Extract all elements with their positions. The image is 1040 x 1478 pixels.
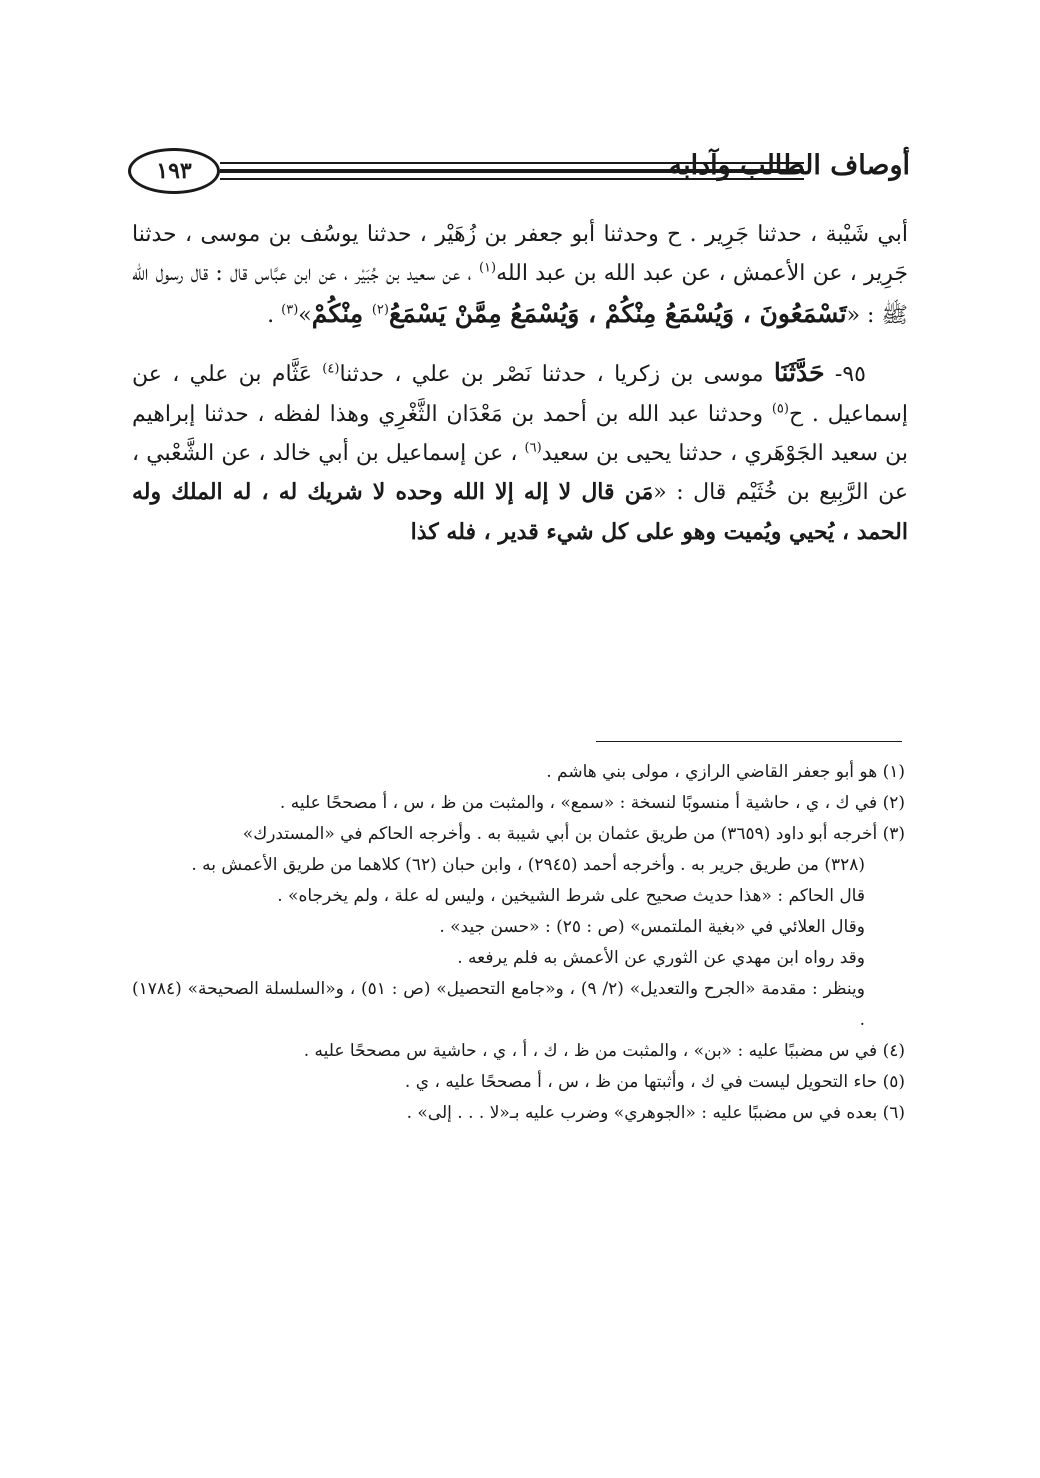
footnote-ref: (١) [478,261,497,277]
footnote-ref: (٤) [322,361,340,377]
footnote-ref: (٢) [371,302,389,318]
text-run: . [267,302,282,328]
text-run: عَثَّام بن علي ، عن إسماعيل . ح [132,362,909,427]
footnotes [132,757,905,1129]
text-run: ، عن سعيد بن جُبَيْر ، عن ابن عبَّاس قال : قال رسول الله ﷺ : « [132,261,908,328]
hadith-quote: مَن قال لا إله إلا الله وحده لا شريك له ، له الملك وله الحمد ، يُحيي ويُميت وهو على كل شيء قدير ، فله كذا [132,479,908,545]
footnote-3-hakim: قال الحاكم : «هذا حديث صحيح على شرط الشيخين ، وليس له علة ، ولم يخرجاه» . [277,886,865,906]
text-run: ، عن إسماعيل بن أبي خالد ، عن الشَّعْبي ، عن الرَّبِيع بن خُثَيْم قال : « [132,441,908,506]
footnote-ref: (٣) [281,302,299,318]
running-title: أوصاف الطالب وآدابه [668,150,910,181]
page-header [128,148,910,200]
footnote-3-continued: (٣٢٨) من طريق جرير به . وأخرجه أحمد (٢٩٤٥) ، وابن حبان (٦٢) كلاهما من طريق الأعمش به . [191,855,865,875]
main-text [132,215,908,552]
footnote-3-refs: وينظر : مقدمة «الجرح والتعديل» (٢/ ٩) ، و«جامع التحصيل» (ص : ٥١) ، و«السلسلة الصحيحة» (١٧٨٤) . [132,979,865,1030]
footnote-ref: (٦) [524,440,542,456]
hadith-number: ٩٥- [824,362,866,388]
text-run: » [298,302,312,328]
hadith-quote: مِنْكُمْ [311,298,372,328]
footnote-6: (٦) بعده في س مضببًا عليه : «الجوهري» وضرب عليه بـ«لا . . . إلى» . [406,1103,905,1123]
hadith-quote: تَسْمَعُونَ ، وَيُسْمَعُ مِنْكُمْ ، وَيُسْمَعُ مِمَّنْ يَسْمَعُ [388,298,847,328]
footnote-5: (٥) حاء التحويل ليست في ك ، وأثبتها من ظ ، س ، أ مصححًا عليه ، ي . [404,1072,905,1092]
footnote-2: (٢) في ك ، ي ، حاشية أ منسوبًا لنسخة : «سمع» ، والمثبت من ظ ، س ، أ مصححًا عليه . [279,793,905,813]
haddathana-word: حَدَّثَنَا [773,358,825,388]
paragraph-hadith-95 [132,353,908,552]
footnote-3: (٣) أخرجه أبو داود (٣٦٥٩) من طريق عثمان بن أبي شيبة به . وأخرجه الحاكم في «المستدرك» [242,824,905,844]
footnote-separator [596,741,902,742]
footnote-3-alai: وقال العلائي في «بغية الملتمس» (ص : ٢٥) : «حسن جيد» . [439,917,865,937]
footnote-4: (٤) في س مضببًا عليه : «بن» ، والمثبت من ظ ، ك ، أ ، ي ، حاشية س مصححًا عليه . [303,1041,905,1061]
footnote-1: (١) هو أبو جعفر القاضي الرازي ، مولى بني هاشم . [546,762,905,782]
text-run: أبي شَيْبة ، حدثنا جَرِير . ح وحدثنا أبو جعفر بن زُهَيْر ، حدثنا يوسُف بن موسى ، حدثنا جَرِير ، عن الأعمش ، عن عبد الله بن عبد الله [132,222,909,287]
text-run: موسى بن زكريا ، حدثنا نَصْر بن علي ، حدثنا [339,362,774,388]
text-run: وحدثنا عبد الله بن أحمد بن مَعْدَان الثَّغْرِي وهذا لفظه ، حدثنا إبراهيم بن سعيد الجَوْهَري ، حدثنا يحيى بن سعيد [132,401,908,467]
footnote-ref: (٥) [771,401,789,417]
paragraph-hadith-94-end [132,215,908,335]
footnote-3-mahdi: وقد رواه ابن مهدي عن الثوري عن الأعمش به فلم يرفعه . [457,948,865,968]
page-number: ١٩٣ [128,148,220,194]
